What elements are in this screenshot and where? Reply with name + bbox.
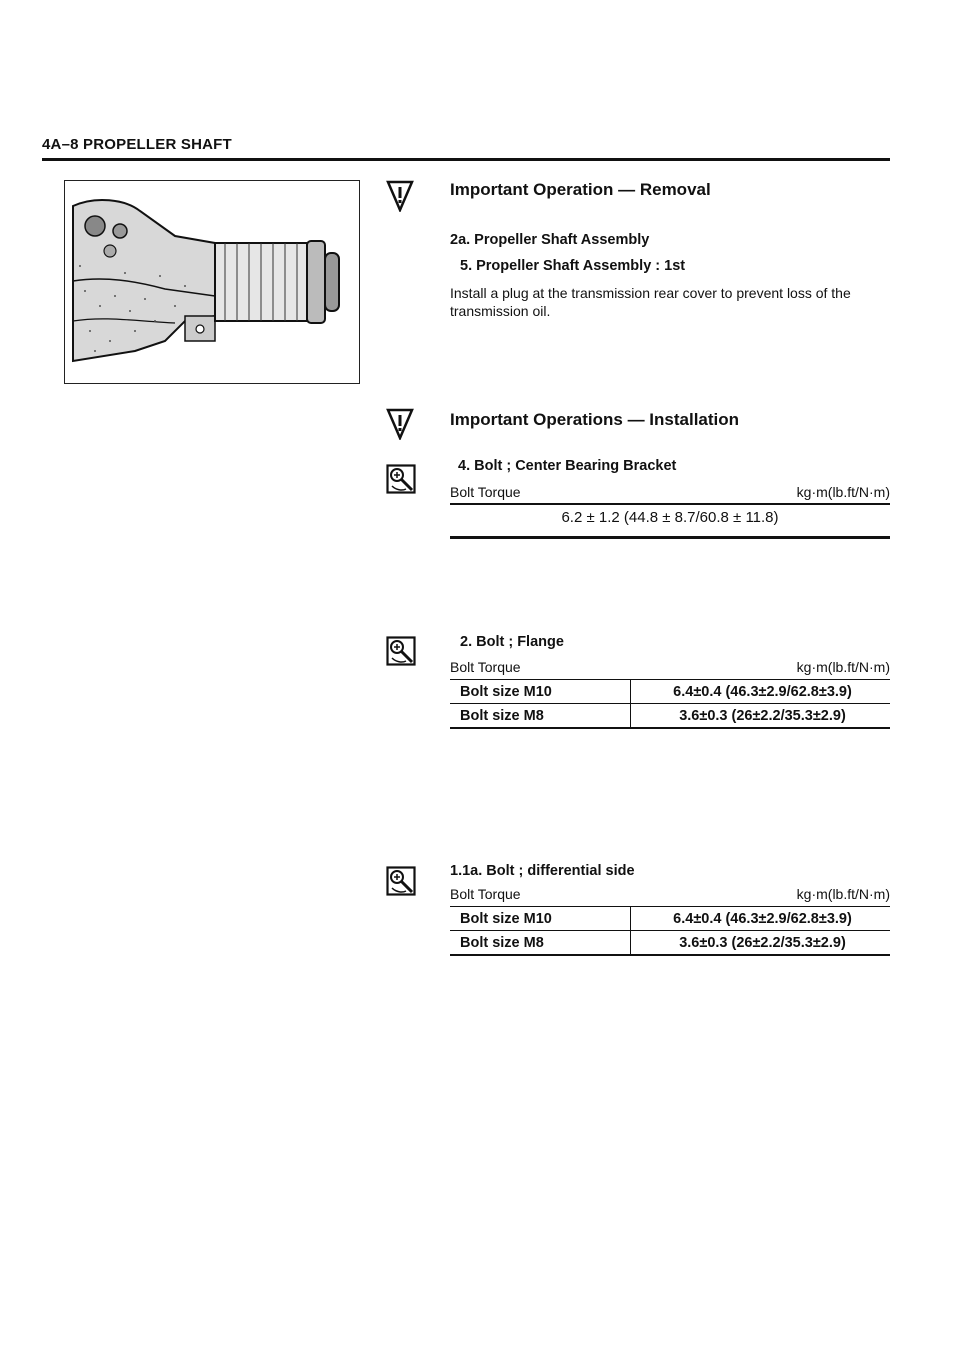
bolt2-unit: kg·m(lb.ft/N·m) <box>796 659 890 675</box>
removal-title: Important Operation — Removal <box>450 180 711 199</box>
bolt4-title: 4. Bolt ; Center Bearing Bracket <box>458 458 677 474</box>
bolt-size-cell: Bolt size M8 <box>450 704 631 729</box>
bolt4-torque-value: 6.2 ± 1.2 (44.8 ± 8.7/60.8 ± 11.8) <box>561 509 779 526</box>
header-rule <box>42 158 890 161</box>
bolt2-spec-table <box>450 679 890 729</box>
transmission-illustration <box>64 180 360 384</box>
page-title: 4A–8 PROPELLER SHAFT <box>42 136 232 153</box>
removal-step-2a: 2a. Propeller Shaft Assembly <box>450 232 650 248</box>
bolt-size-cell: Bolt size M10 <box>450 680 631 704</box>
table-row <box>450 931 890 956</box>
bolt-size-cell: Bolt size M10 <box>450 907 631 931</box>
bolt1-torque-label: Bolt Torque <box>450 886 521 902</box>
torque-wrench-icon <box>386 866 416 896</box>
table-row <box>450 680 890 704</box>
installation-title: Important Operations — Installation <box>450 410 740 429</box>
bolt-size-cell: Bolt size M8 <box>450 931 631 956</box>
removal-note: Install a plug at the transmission rear cover to prevent loss of the transmission oil. <box>450 285 851 319</box>
torque-wrench-icon <box>386 464 416 494</box>
transmission-rear-cover-illustration <box>65 181 358 382</box>
torque-wrench-icon <box>386 636 416 666</box>
torque-value-cell: 3.6±0.3 (26±2.2/35.3±2.9) <box>631 704 891 729</box>
torque-value-cell: 3.6±0.3 (26±2.2/35.3±2.9) <box>631 931 891 956</box>
table-row <box>450 907 890 931</box>
bolt4-torque-label: Bolt Torque <box>450 484 521 500</box>
bolt4-rule <box>450 503 890 505</box>
bolt1-spec-table <box>450 906 890 956</box>
table-row <box>450 704 890 729</box>
torque-value-cell: 6.4±0.4 (46.3±2.9/62.8±3.9) <box>631 680 891 704</box>
removal-step-5: 5. Propeller Shaft Assembly : 1st <box>460 258 686 274</box>
bolt2-title: 2. Bolt ; Flange <box>460 634 564 650</box>
bolt4-bottom-rule <box>450 536 890 539</box>
bolt1-unit: kg·m(lb.ft/N·m) <box>796 886 890 902</box>
bolt2-torque-label: Bolt Torque <box>450 659 521 675</box>
torque-value-cell: 6.4±0.4 (46.3±2.9/62.8±3.9) <box>631 907 891 931</box>
important-operation-icon <box>386 408 414 440</box>
important-operation-icon <box>386 180 414 212</box>
bolt4-unit: kg·m(lb.ft/N·m) <box>796 484 890 500</box>
bolt1-title: 1.1a. Bolt ; differential side <box>450 863 635 879</box>
